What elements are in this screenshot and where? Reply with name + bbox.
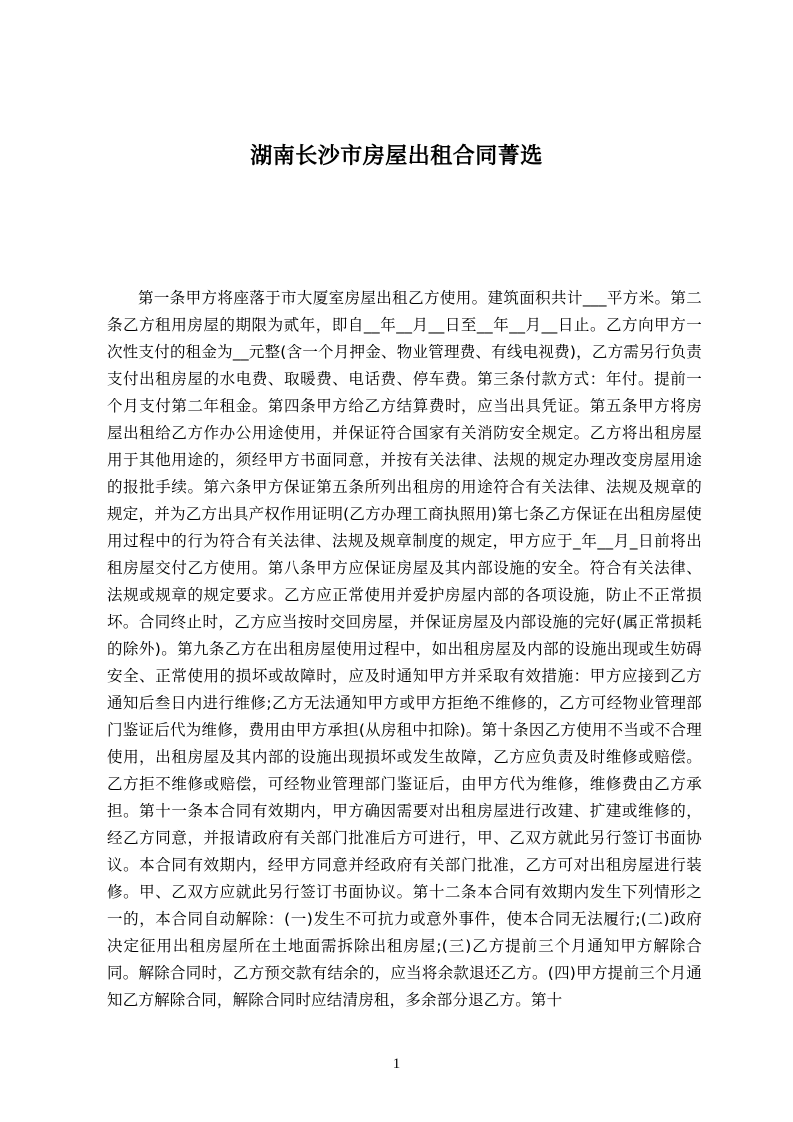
page-number: 1 xyxy=(392,1056,401,1072)
contract-body-text: 第一条甲方将座落于市大厦室房屋出租乙方使用。建筑面积共计___平方米。第二条乙方租用房屋的期限为贰年，即自__年__月__日至__年__月__日止。乙方向甲方一次性支付的租金为__元整(含一个月押金、物业管理费、有线电视费)，乙方需另行负责支付出租房屋的水电费、取暖费、电话费、停车费。第三条付款方式：年付。提前一个月支付第二年租金。第四条甲方给乙方结算费时，应当出具凭证。第五条甲方将房屋出租给乙方作办公用途使用，并保证符合国家有关消防安全规定。乙方将出租房屋用于其他用途的，须经甲方书面同意，并按有关法律、法规的规定办理改变房屋用途的报批手续。第六条甲方保证第五条所列出租房的用途符合有关法律、法规及规章的规定，并为乙方出具产权作用证明(乙方办理工商执照用)第七条乙方保证在出租房屋使用过程中的行为符合有关法律、法规及规章制度的规定，甲方应于_年__月_日前将出租房屋交付乙方使用。第八条甲方应保证房屋及其内部设施的安全。符合有关法律、法规或规章的规定要求。乙方应正常使用并爱护房屋内部的各项设施，防止不正常损坏。合同终止时，乙方应当按时交回房屋，并保证房屋及内部设施的完好(属正常损耗的除外)。第九条乙方在出租房屋使用过程中，如出租房屋及内部的设施出现或生妨碍安全、正常使用的损坏或故障时，应及时通知甲方并采取有效措施：甲方应接到乙方通知后叁日内进行维修;乙方无法通知甲方或甲方拒绝不维修的，乙方可经物业管理部门鉴证后代为维修，费用由甲方承担(从房租中扣除)。第十条因乙方使用不当或不合理使用，出租房屋及其内部的设施出现损坏或发生故障，乙方应负责及时维修或赔偿。乙方拒不维修或赔偿，可经物业管理部门鉴证后，由甲方代为维修，维修费由乙方承担。第十一条本合同有效期内，甲方确因需要对出租房屋进行改建、扩建或维修的，经乙方同意，并报请政府有关部门批准后方可进行，甲、乙双方就此另行签订书面协议。本合同有效期内，经甲方同意并经政府有关部门批准，乙方可对出租房屋进行装修。甲、乙双方应就此另行签订书面协议。第十二条本合同有效期内发生下列情形之一的，本合同自动解除：(一)发生不可抗力或意外事件，使本合同无法履行;(二)政府决定征用出租房屋所在土地面需拆除出租房屋;(三)乙方提前三个月通知甲方解除合同。解除合同时，乙方预交款有结余的，应当将余款退还乙方。(四)甲方提前三个月通知乙方解除合同，解除合同时应结清房租，多余部分退乙方。第十 xyxy=(107,289,702,1009)
document-title: 湖南长沙市房屋出租合同菁选 xyxy=(250,144,543,169)
